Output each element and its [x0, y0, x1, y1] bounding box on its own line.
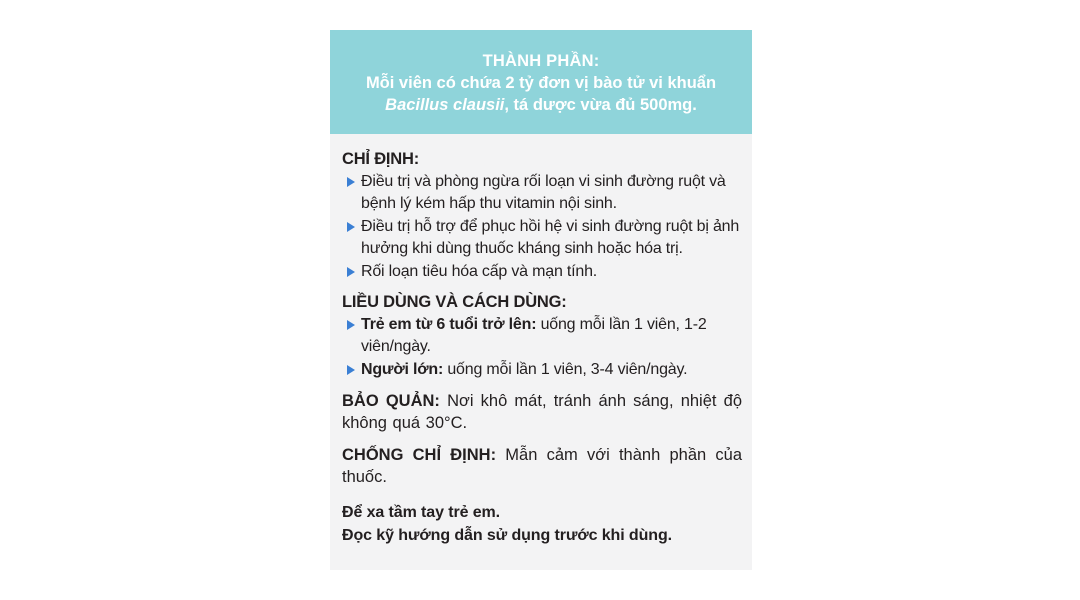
storage-paragraph: [342, 390, 742, 434]
triangle-bullet-icon: [347, 267, 355, 277]
contraindications-label: CHỐNG CHỈ ĐỊNH:: [342, 446, 497, 464]
triangle-bullet-icon: [347, 177, 355, 187]
triangle-bullet-icon: [347, 365, 355, 375]
composition-excipient: , tá dược vừa đủ 500mg.: [504, 96, 697, 114]
indications-list: [342, 171, 742, 283]
warning-read-instructions: Đọc kỹ hướng dẫn sử dụng trước khi dùng.: [342, 527, 672, 544]
bacteria-species: Bacillus clausii: [385, 96, 505, 114]
children-dose-text: uống mỗi lần 1 viên, 1-2 viên/ngày.: [361, 316, 707, 355]
leaflet-panel: [330, 30, 752, 570]
leaflet-content: [330, 134, 752, 547]
warning-keep-away: Để xa tầm tay trẻ em.: [342, 504, 500, 521]
composition-title: THÀNH PHẦN:: [482, 52, 600, 70]
list-item: Điều trị và phòng ngừa rối loạn vi sinh đường ruột và bệnh lý kém hấp thu vitamin nội sinh.: [342, 171, 742, 215]
adult-dose-label: Người lớn:: [361, 361, 444, 378]
storage-label: BẢO QUẢN:: [342, 392, 440, 410]
composition-header: [330, 30, 752, 134]
contraindications-text: Mẫn cảm với thành phần của thuốc.: [342, 446, 742, 486]
storage-text: Nơi khô mát, tránh ánh sáng, nhiệt độ không quá 30°C.: [342, 392, 743, 432]
adult-dose-text: uống mỗi lần 1 viên, 3-4 viên/ngày.: [443, 361, 688, 378]
triangle-bullet-icon: [347, 320, 355, 330]
children-dose-label: Trẻ em từ 6 tuổi trở lên:: [361, 316, 537, 333]
list-item: Rối loạn tiêu hóa cấp và mạn tính.: [342, 261, 742, 283]
triangle-bullet-icon: [347, 222, 355, 232]
list-item: Điều trị hỗ trợ để phục hồi hệ vi sinh đường ruột bị ảnh hưởng khi dùng thuốc kháng sinh hoặc hóa trị.: [342, 216, 742, 260]
list-item: [342, 359, 742, 381]
composition-line-2: [385, 94, 697, 116]
indications-title: CHỈ ĐỊNH:: [342, 150, 420, 168]
composition-line-1: Mỗi viên có chứa 2 tỷ đơn vị bào tử vi khuẩn: [365, 74, 717, 92]
dosage-title: LIỀU DÙNG VÀ CÁCH DÙNG:: [342, 293, 567, 311]
dosage-list: [342, 314, 742, 381]
list-item: [342, 314, 742, 358]
contraindications-paragraph: [342, 444, 742, 488]
